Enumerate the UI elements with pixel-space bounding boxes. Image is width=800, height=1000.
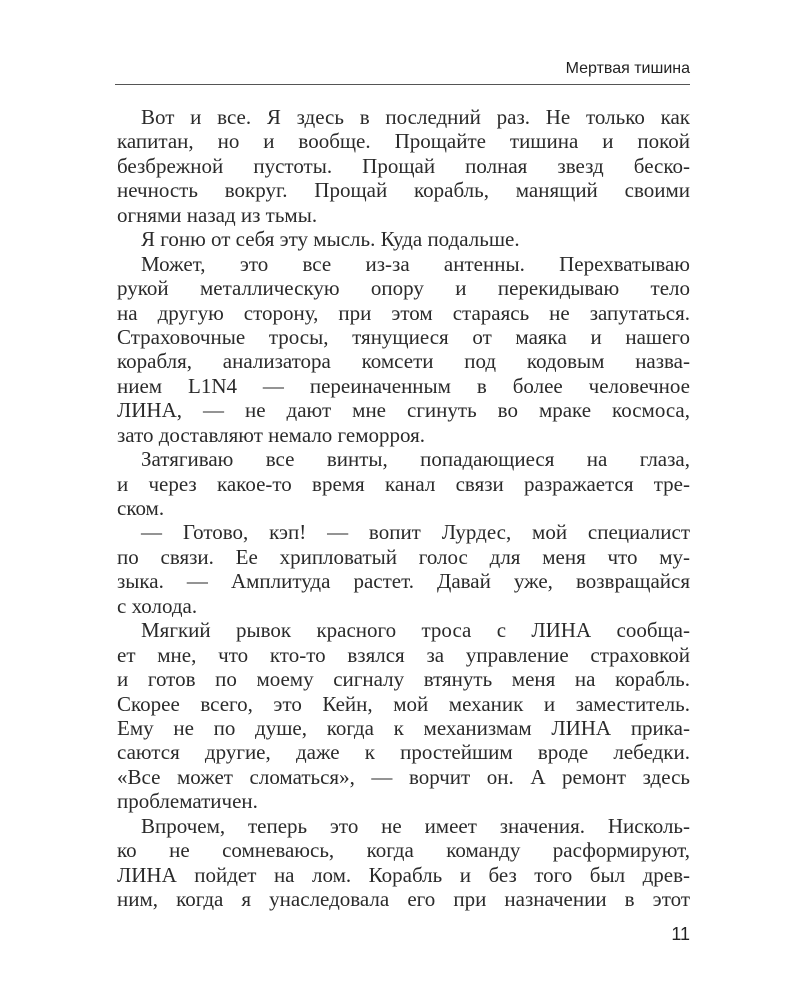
text-line: — Готово, кэп! — вопит Лурдес, мой специалист — [141, 520, 690, 545]
text-line: ко не сомневаюсь, когда команду расформируют, — [117, 838, 690, 863]
text-line: на другую сторону, при этом стараясь не запутаться. — [117, 300, 690, 325]
body-text — [117, 105, 690, 911]
running-head-title: Мертвая тишина — [565, 60, 690, 77]
text-line: ЛИНА, — не дают мне сгинуть во мраке космоса, — [117, 398, 690, 423]
text-line: Вот и все. Я здесь в последний раз. Не только как — [141, 105, 690, 129]
text-line: Страховочные тросы, тянущиеся от маяка и нашего — [117, 324, 690, 349]
text-line: по связи. Ее хрипловатый голос для меня что му- — [117, 544, 690, 569]
text-line: Мягкий рывок красного троса с ЛИНА сообща- — [141, 618, 690, 643]
text-line: безбрежной пустоты. Прощай полная звезд беско- — [117, 153, 690, 178]
text-line: «Все может сломаться», — ворчит он. А ремонт здесь — [117, 764, 690, 789]
text-line: Может, это все из-за антенны. Перехватываю — [141, 251, 690, 276]
text-line: с холода. — [117, 593, 198, 618]
text-line: Я гоню от себя эту мысль. Куда подальше. — [141, 227, 520, 252]
text-line: зато доставляют немало геморроя. — [117, 422, 426, 447]
text-line: огнями назад из тьмы. — [117, 202, 318, 227]
text-line: ЛИНА пойдет на лом. Корабль и без того был древ- — [117, 862, 690, 887]
text-line: зыка. — Амплитуда растет. Давай уже, возвращайся — [117, 569, 690, 594]
text-line: Скорее всего, это Кейн, мой механик и заместитель. — [117, 691, 690, 716]
page-number: 11 — [671, 924, 690, 944]
text-line: ет мне, что кто-то взялся за управление страховкой — [117, 642, 690, 667]
text-line: ском. — [117, 496, 165, 520]
text-line: Впрочем, теперь это не имеет значения. Нисколь- — [141, 813, 690, 838]
text-line: нечность вокруг. Прощай корабль, манящий своими — [117, 178, 690, 203]
text-line: и готов по моему сигналу втянуть меня на корабль. — [117, 667, 690, 692]
text-line: и через какое-то время канал связи разражается тре- — [117, 471, 690, 496]
text-line: капитан, но и вообще. Прощайте тишина и покой — [117, 129, 690, 154]
text-line: нием L1N4 — переиначенным в более человечное — [117, 373, 690, 398]
text-line: рукой металлическую опору и перекидываю тело — [117, 276, 690, 301]
text-line: проблематичен. — [117, 789, 258, 814]
text-line: саются другие, даже к простейшим вроде лебедки. — [117, 740, 690, 765]
text-line: ним, когда я унаследовала его при назначении в этот — [117, 887, 690, 911]
text-line: корабля, анализатора комсети под кодовым назва- — [117, 349, 690, 374]
text-line: Ему не по душе, когда к механизмам ЛИНА прика- — [117, 715, 690, 740]
text-line: Затягиваю все винты, попадающиеся на глаза, — [141, 447, 690, 472]
header-rule — [115, 84, 690, 85]
